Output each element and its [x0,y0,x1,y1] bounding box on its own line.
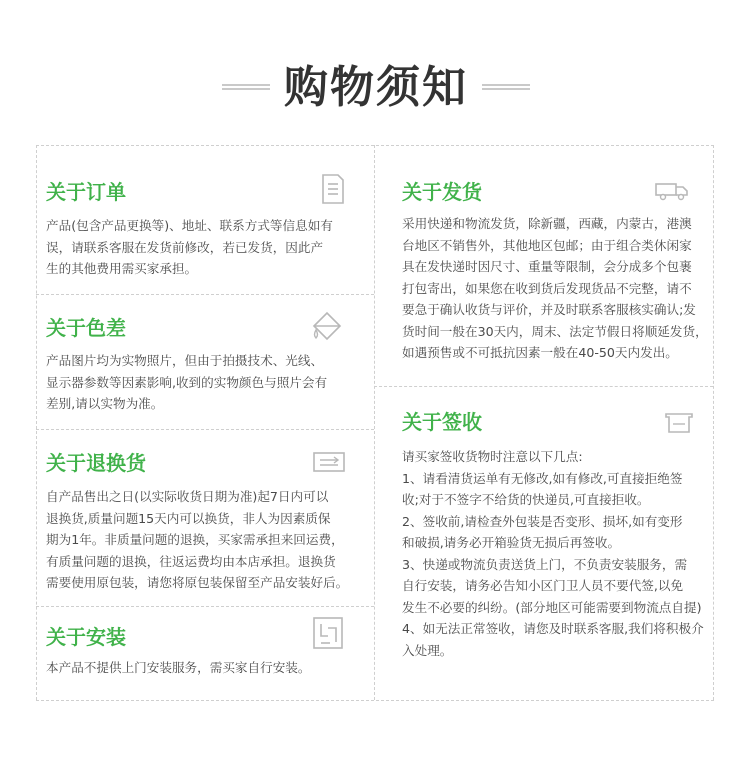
body-line: 货时间一般在30天内，周末、法定节假日将顺延发货， [402,323,708,339]
body-line: 和破损,请务必开箱验货无损后再签收。 [402,535,621,550]
body-line: 发生不必要的纠纷。(部分地区可能需要到物流点自提) [402,599,702,615]
body-line: 自行安装，请务必告知小区门卫人员不要代签,以免 [402,578,684,593]
body-line: 具在发快递时因尺寸、重量等限制，会分成多个包裹 [402,259,692,274]
body-line: 退换货,质量问题15天内可以换货，非人为因素质保 [46,510,331,526]
delivery-truck-icon [654,181,690,201]
body-line: 采用快递和物流发货，除新疆，西藏，内蒙古，港澳 [402,216,692,231]
section-order [36,145,374,294]
body-line: 收;对于不签字不给货的快递员,可直接拒收。 [402,492,650,507]
body-line: 本产品不提供上门安装服务，需买家自行安装。 [46,660,311,675]
body-line: 3、快递或物流负责送货上门，不负责安装服务，需 [402,556,688,572]
section-install-body [46,657,310,679]
section-shipping [374,145,713,386]
section-color [36,294,374,429]
section-returns-body [46,486,348,594]
page-header [0,58,750,118]
title-right-divider [482,84,530,90]
exchange-card-icon [312,451,346,473]
body-line: 差别,请以实物为准。 [46,396,164,411]
body-line: 1、请看清货运单有无修改,如有修改,可直接拒绝签 [402,470,683,486]
section-returns-title: 关于退换货 [46,451,146,475]
section-install-title: 关于安装 [46,625,126,649]
body-line: 误，请联系客服在发货前修改，若已发货，因此产 [46,239,324,255]
section-returns [36,429,374,606]
grid-bottom-border [36,700,714,701]
body-line: 期为1年。非质量问题的退换，买家需承担来回运费， [46,532,344,547]
section-signing-title: 关于签收 [402,410,482,434]
section-order-body [46,215,333,280]
body-line: 生的其他费用需买家承担。 [46,261,198,276]
page-title: 购物须知 [284,62,468,113]
section-order-title: 关于订单 [46,180,126,204]
receipt-icon [664,412,694,434]
grid-right-border [713,145,714,700]
body-line: 2、签收前,请检查外包装是否变形、损坏,如有变形 [402,513,683,529]
section-color-title: 关于色差 [46,316,126,340]
body-line: 需要使用原包装，请您将原包装保留至产品安装好后。 [46,575,349,590]
body-line: 请买家签收货物时注意以下几点: [402,449,583,464]
section-install [36,606,374,700]
body-line: 打包寄出，如果您在收到货后发现货品不完整，请不 [402,280,692,296]
body-line: 台地区不销售外，其他地区包邮；由于组合类休闲家 [402,237,692,253]
title-left-divider [222,84,270,90]
body-line: 产品(包含产品更换等)、地址、联系方式等信息如有 [46,218,333,233]
wrench-install-icon [312,616,346,650]
section-signing [374,386,713,700]
section-shipping-title: 关于发货 [402,180,482,204]
body-line: 产品图片均为实物照片，但由于拍摄技术、光线、 [46,353,324,368]
section-shipping-body [402,213,708,364]
body-line: 如遇预售或不可抵抗因素一般在40-50天内发出。 [402,345,678,360]
body-line: 要急于确认收货与评价，并及时联系客服核实确认;发 [402,302,696,317]
body-line: 自产品售出之日(以实际收货日期为准)起7日内可以 [46,489,329,504]
document-icon [320,173,346,205]
body-line: 入处理。 [402,642,453,658]
body-line: 4、如无法正常签收，请您及时联系客服,我们将积极介 [402,621,704,636]
section-color-body [46,350,327,415]
section-signing-body [402,446,704,661]
body-line: 有质量问题的退换，往返运费均由本店承担。退换货 [46,553,336,569]
paint-bucket-icon [308,308,346,342]
body-line: 显示器参数等因素影响,收到的实物颜色与照片会有 [46,374,328,390]
